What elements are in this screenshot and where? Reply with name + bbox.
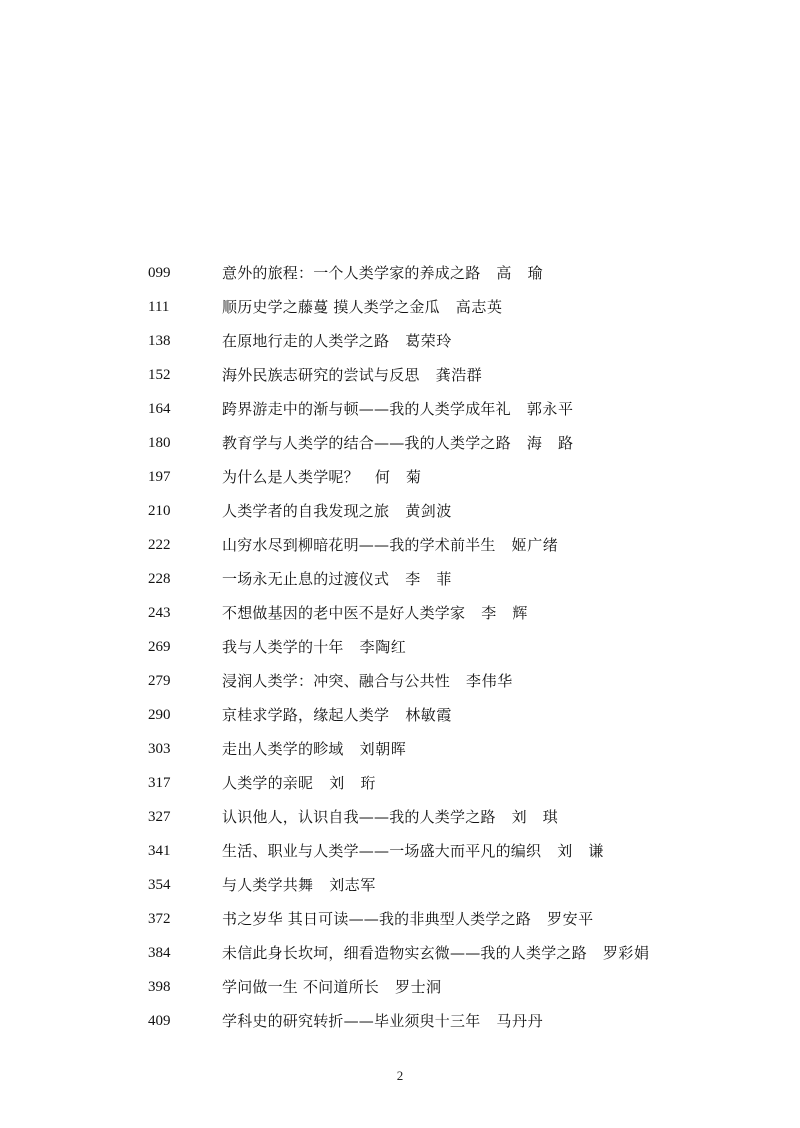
toc-entry[interactable] (0, 256, 800, 290)
toc-page-number: 222 (148, 537, 171, 553)
toc-entry-title: 京桂求学路，缘起人类学 (222, 706, 390, 724)
toc-entry-text (222, 562, 452, 596)
toc-entry-title: 学科史的研究转折——毕业须臾十三年 (222, 1012, 481, 1030)
toc-entry-text (222, 358, 482, 392)
toc-page-number: 354 (148, 877, 171, 893)
toc-entry[interactable] (0, 664, 800, 698)
toc-page-number: 111 (148, 299, 170, 315)
toc-entry[interactable] (0, 1004, 800, 1038)
toc-entry-text (222, 324, 452, 358)
toc-entry-author: 罗安平 (546, 910, 594, 928)
toc-entry-title: 跨界游走中的渐与顿——我的人类学成年礼 (222, 400, 511, 418)
toc-page-number: 279 (148, 673, 171, 689)
toc-entry-author: 李 菲 (405, 570, 453, 588)
toc-entry-text (222, 528, 558, 562)
toc-page-number: 152 (148, 367, 171, 383)
toc-entry-text (222, 664, 513, 698)
toc-entry-title: 顺历史学之藤蔓 摸人类学之金瓜 (222, 298, 440, 316)
toc-page-number: 384 (148, 945, 171, 961)
toc-entry[interactable] (0, 562, 800, 596)
toc-entry-title: 走出人类学的畛域 (222, 740, 344, 758)
toc-entry-title: 人类学的亲昵 (222, 774, 314, 792)
toc-entry[interactable] (0, 902, 800, 936)
toc-page-number: 409 (148, 1013, 171, 1029)
toc-entry-title: 意外的旅程：一个人类学家的养成之路 (222, 264, 481, 282)
toc-entry[interactable] (0, 528, 800, 562)
toc-entry-text (222, 630, 406, 664)
toc-entry[interactable] (0, 290, 800, 324)
toc-entry[interactable] (0, 392, 800, 426)
toc-entry[interactable] (0, 358, 800, 392)
toc-page-number: 303 (148, 741, 171, 757)
toc-entry-author: 高志英 (455, 298, 503, 316)
toc-entry-text (222, 732, 406, 766)
toc-entry[interactable] (0, 732, 800, 766)
toc-entry-author: 龚浩群 (435, 366, 483, 384)
toc-entry[interactable] (0, 426, 800, 460)
toc-entry-title: 为什么是人类学呢？ (222, 468, 359, 486)
toc-entry-text (222, 834, 604, 868)
toc-entry-title: 浸润人类学：冲突、融合与公共性 (222, 672, 451, 690)
toc-entry-title: 山穷水尽到柳暗花明——我的学术前半生 (222, 536, 496, 554)
footer-page-number: 2 (396, 1068, 404, 1083)
toc-entry-text (222, 698, 452, 732)
toc-entry-author: 姬广绪 (511, 536, 559, 554)
toc-entry-author: 李陶红 (359, 638, 407, 656)
toc-entry-text (222, 868, 376, 902)
toc-entry[interactable] (0, 324, 800, 358)
toc-entry-text (222, 460, 422, 494)
toc-entry-title: 我与人类学的十年 (222, 638, 344, 656)
toc-entry[interactable] (0, 868, 800, 902)
toc-entry[interactable] (0, 630, 800, 664)
toc-page-number: 197 (148, 469, 171, 485)
toc-entry-author: 李伟华 (466, 672, 513, 690)
toc-entry[interactable] (0, 698, 800, 732)
toc-page-number: 290 (148, 707, 171, 723)
toc-entry[interactable] (0, 494, 800, 528)
toc-entry-title: 教育学与人类学的结合——我的人类学之路 (222, 434, 511, 452)
table-of-contents (0, 256, 800, 1038)
toc-entry-author: 何 菊 (374, 468, 422, 486)
toc-entry-author: 葛荣玲 (405, 332, 453, 350)
toc-entry-title: 海外民族志研究的尝试与反思 (222, 366, 420, 384)
toc-entry-text (222, 970, 442, 1004)
toc-page-number: 138 (148, 333, 171, 349)
toc-entry-text (222, 290, 503, 324)
toc-entry[interactable] (0, 970, 800, 1004)
toc-page-number: 327 (148, 809, 171, 825)
toc-entry[interactable] (0, 766, 800, 800)
toc-entry[interactable] (0, 460, 800, 494)
toc-page-number: 317 (148, 775, 171, 791)
toc-entry-title: 学问做一生 不问道所长 (222, 978, 379, 996)
toc-entry-text (222, 596, 528, 630)
toc-entry-text (222, 902, 594, 936)
toc-entry-text (222, 936, 650, 970)
toc-entry-author: 刘 谦 (557, 842, 605, 860)
toc-entry-title: 在原地行走的人类学之路 (222, 332, 390, 350)
toc-entry-text (222, 256, 543, 290)
toc-page-number: 099 (148, 265, 171, 281)
toc-page-number: 228 (148, 571, 171, 587)
toc-page-number: 210 (148, 503, 171, 519)
toc-entry-text (222, 766, 376, 800)
toc-entry-title: 一场永无止息的过渡仪式 (222, 570, 390, 588)
toc-entry-author: 刘 琪 (511, 808, 559, 826)
toc-entry[interactable] (0, 936, 800, 970)
toc-entry-author: 林敏霞 (405, 706, 453, 724)
toc-entry-author: 郭永平 (526, 400, 574, 418)
toc-entry-author: 海 路 (526, 434, 574, 452)
toc-entry-author: 罗士泂 (394, 978, 442, 996)
toc-page-number: 269 (148, 639, 171, 655)
toc-entry[interactable] (0, 800, 800, 834)
toc-entry-text (222, 800, 558, 834)
toc-entry-author: 罗彩娟 (602, 944, 650, 962)
toc-entry-title: 人类学者的自我发现之旅 (222, 502, 390, 520)
toc-entry-title: 生活、职业与人类学——一场盛大而平凡的编织 (222, 842, 542, 860)
toc-page-number: 341 (148, 843, 171, 859)
toc-entry-author: 高 瑜 (496, 264, 544, 282)
toc-entry-text (222, 392, 574, 426)
toc-entry[interactable] (0, 596, 800, 630)
toc-entry[interactable] (0, 834, 800, 868)
toc-entry-text (222, 426, 574, 460)
toc-entry-title: 未信此身长坎坷，细看造物实玄微——我的人类学之路 (222, 944, 587, 962)
toc-entry-title: 不想做基因的老中医不是好人类学家 (222, 604, 466, 622)
toc-entry-author: 刘志军 (329, 876, 377, 894)
toc-entry-text (222, 1004, 543, 1038)
toc-entry-author: 刘朝晖 (359, 740, 407, 758)
toc-entry-text (222, 494, 452, 528)
toc-entry-title: 认识他人，认识自我——我的人类学之路 (222, 808, 496, 826)
toc-page-number: 164 (148, 401, 171, 417)
toc-entry-author: 李 辉 (481, 604, 529, 622)
toc-entry-author: 刘 珩 (329, 774, 377, 792)
toc-entry-author: 黄剑波 (405, 502, 453, 520)
toc-page-number: 180 (148, 435, 171, 451)
toc-entry-title: 与人类学共舞 (222, 876, 314, 894)
toc-entry-title: 书之岁华 其日可读——我的非典型人类学之路 (222, 910, 531, 928)
toc-entry-author: 马丹丹 (496, 1012, 544, 1030)
toc-page-number: 243 (148, 605, 171, 621)
toc-page-number: 372 (148, 911, 171, 927)
toc-page-number: 398 (148, 979, 171, 995)
